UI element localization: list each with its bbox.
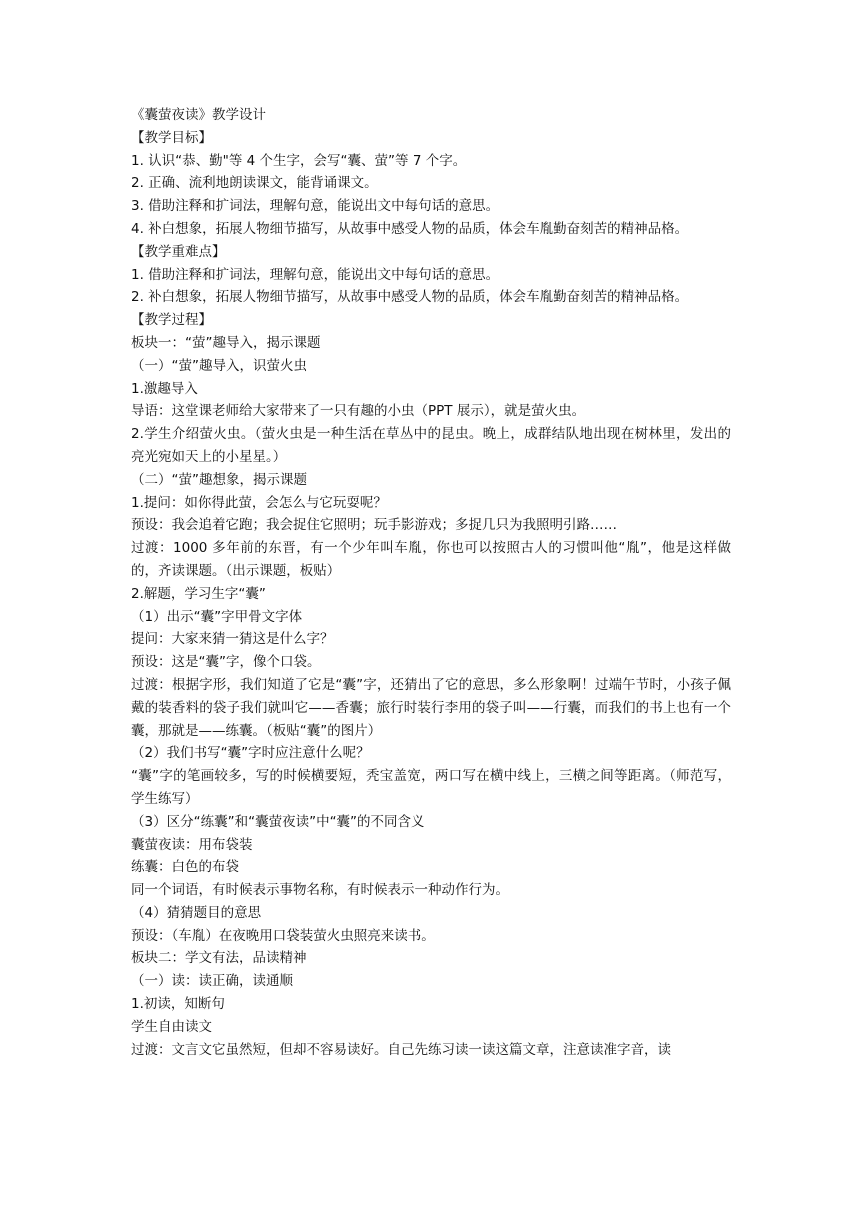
objective-item-1: 1. 认识“恭、勤"等 4 个生字，会写“囊、萤”等 7 个字。	[131, 152, 467, 169]
paragraph: 1.初读，知断句	[131, 996, 225, 1013]
paragraph: 过渡：根据字形，我们知道了它是“囊”字，还猜出了它的意思，多么形象啊！过端午节时，小孩子佩戴的装香料的袋子我们就叫它——香囊；旅行时装行李用的袋子叫——行囊，而我们的书上也有一个囊，那就是——练囊。（板贴“囊”的图片）	[131, 676, 731, 739]
subsection-heading: （二）“萤”趣想象，揭示课题	[131, 471, 307, 488]
paragraph: 预设：（车胤）在夜晚用口袋装萤火虫照亮来读书。	[131, 927, 435, 944]
paragraph: 同一个词语，有时候表示事物名称，有时候表示一种动作行为。	[131, 882, 509, 899]
key-point-item-2: 2. 补白想象，拓展人物细节描写，从故事中感受人物的品质，体会车胤勤奋刻苦的精神品格。	[131, 289, 689, 306]
paragraph: 过渡：1000 多年前的东晋，有一个少年叫车胤，你也可以按照古人的习惯叫他“胤”，他是这样做的，齐读课题。（出示课题，板贴）	[131, 540, 731, 579]
paragraph: （2）我们书写“囊”字时应注意什么呢？	[131, 745, 370, 762]
paragraph: 2.解题，学习生字“囊”	[131, 585, 266, 602]
section-heading-process: 【教学过程】	[131, 312, 212, 329]
subsection-heading: （一）读：读正确，读通顺	[131, 973, 293, 990]
paragraph: （3）区分“练囊”和“囊萤夜读”中“囊”的不同含义	[131, 813, 425, 830]
document-title: 《囊萤夜读》教学设计	[131, 107, 266, 123]
paragraph: 预设：这是“囊”字，像个口袋。	[131, 654, 321, 671]
subsection-heading: （一）“萤”趣导入，识萤火虫	[131, 357, 307, 374]
block-1-heading: 板块一：“萤”趣导入，揭示课题	[131, 334, 321, 351]
paragraph: 过渡：文言文它虽然短，但却不容易读好。自己先练习读一读这篇文章，注意读准字音，读	[131, 1041, 671, 1058]
paragraph: 1.激趣导入	[131, 380, 198, 397]
document-page	[131, 104, 731, 1061]
paragraph: 预设：我会追着它跑；我会捉住它照明；玩手影游戏；多捉几只为我照明引路……	[131, 517, 617, 534]
objective-item-2: 2. 正确、流利地朗读课文，能背诵课文。	[131, 175, 378, 192]
objective-item-4: 4. 补白想象，拓展人物细节描写，从故事中感受人物的品质，体会车胤勤奋刻苦的精神品格。	[131, 220, 689, 237]
paragraph: 1.提问：如你得此萤，会怎么与它玩耍呢？	[131, 494, 387, 511]
paragraph: 学生自由读文	[131, 1018, 212, 1035]
objective-item-3: 3. 借助注释和扩词法，理解句意，能说出文中每句话的意思。	[131, 198, 500, 215]
paragraph: （4）猜猜题目的意思	[131, 904, 262, 921]
section-heading-objectives: 【教学目标】	[131, 129, 212, 146]
paragraph: 提问：大家来猜一猜这是什么字？	[131, 631, 334, 648]
paragraph: 练囊：白色的布袋	[131, 859, 239, 876]
paragraph: “囊”字的笔画较多，写的时候横要短，秃宝盖宽，两口写在横中线上，三横之间等距离。（师范写，学生练写）	[131, 768, 731, 807]
paragraph: 2.学生介绍萤火虫。（萤火虫是一种生活在草丛中的昆虫。晚上，成群结队地出现在树林里，发出的亮光宛如天上的小星星。）	[131, 426, 731, 465]
block-2-heading: 板块二：学文有法，品读精神	[131, 950, 307, 967]
paragraph: 导语：这堂课老师给大家带来了一只有趣的小虫（PPT 展示），就是萤火虫。	[131, 403, 586, 420]
key-point-item-1: 1. 借助注释和扩词法，理解句意，能说出文中每句话的意思。	[131, 266, 500, 283]
section-heading-key-points: 【教学重难点】	[131, 243, 226, 260]
paragraph: （1）出示“囊”字甲骨文字体	[131, 608, 303, 625]
paragraph: 囊萤夜读：用布袋装	[131, 836, 253, 853]
